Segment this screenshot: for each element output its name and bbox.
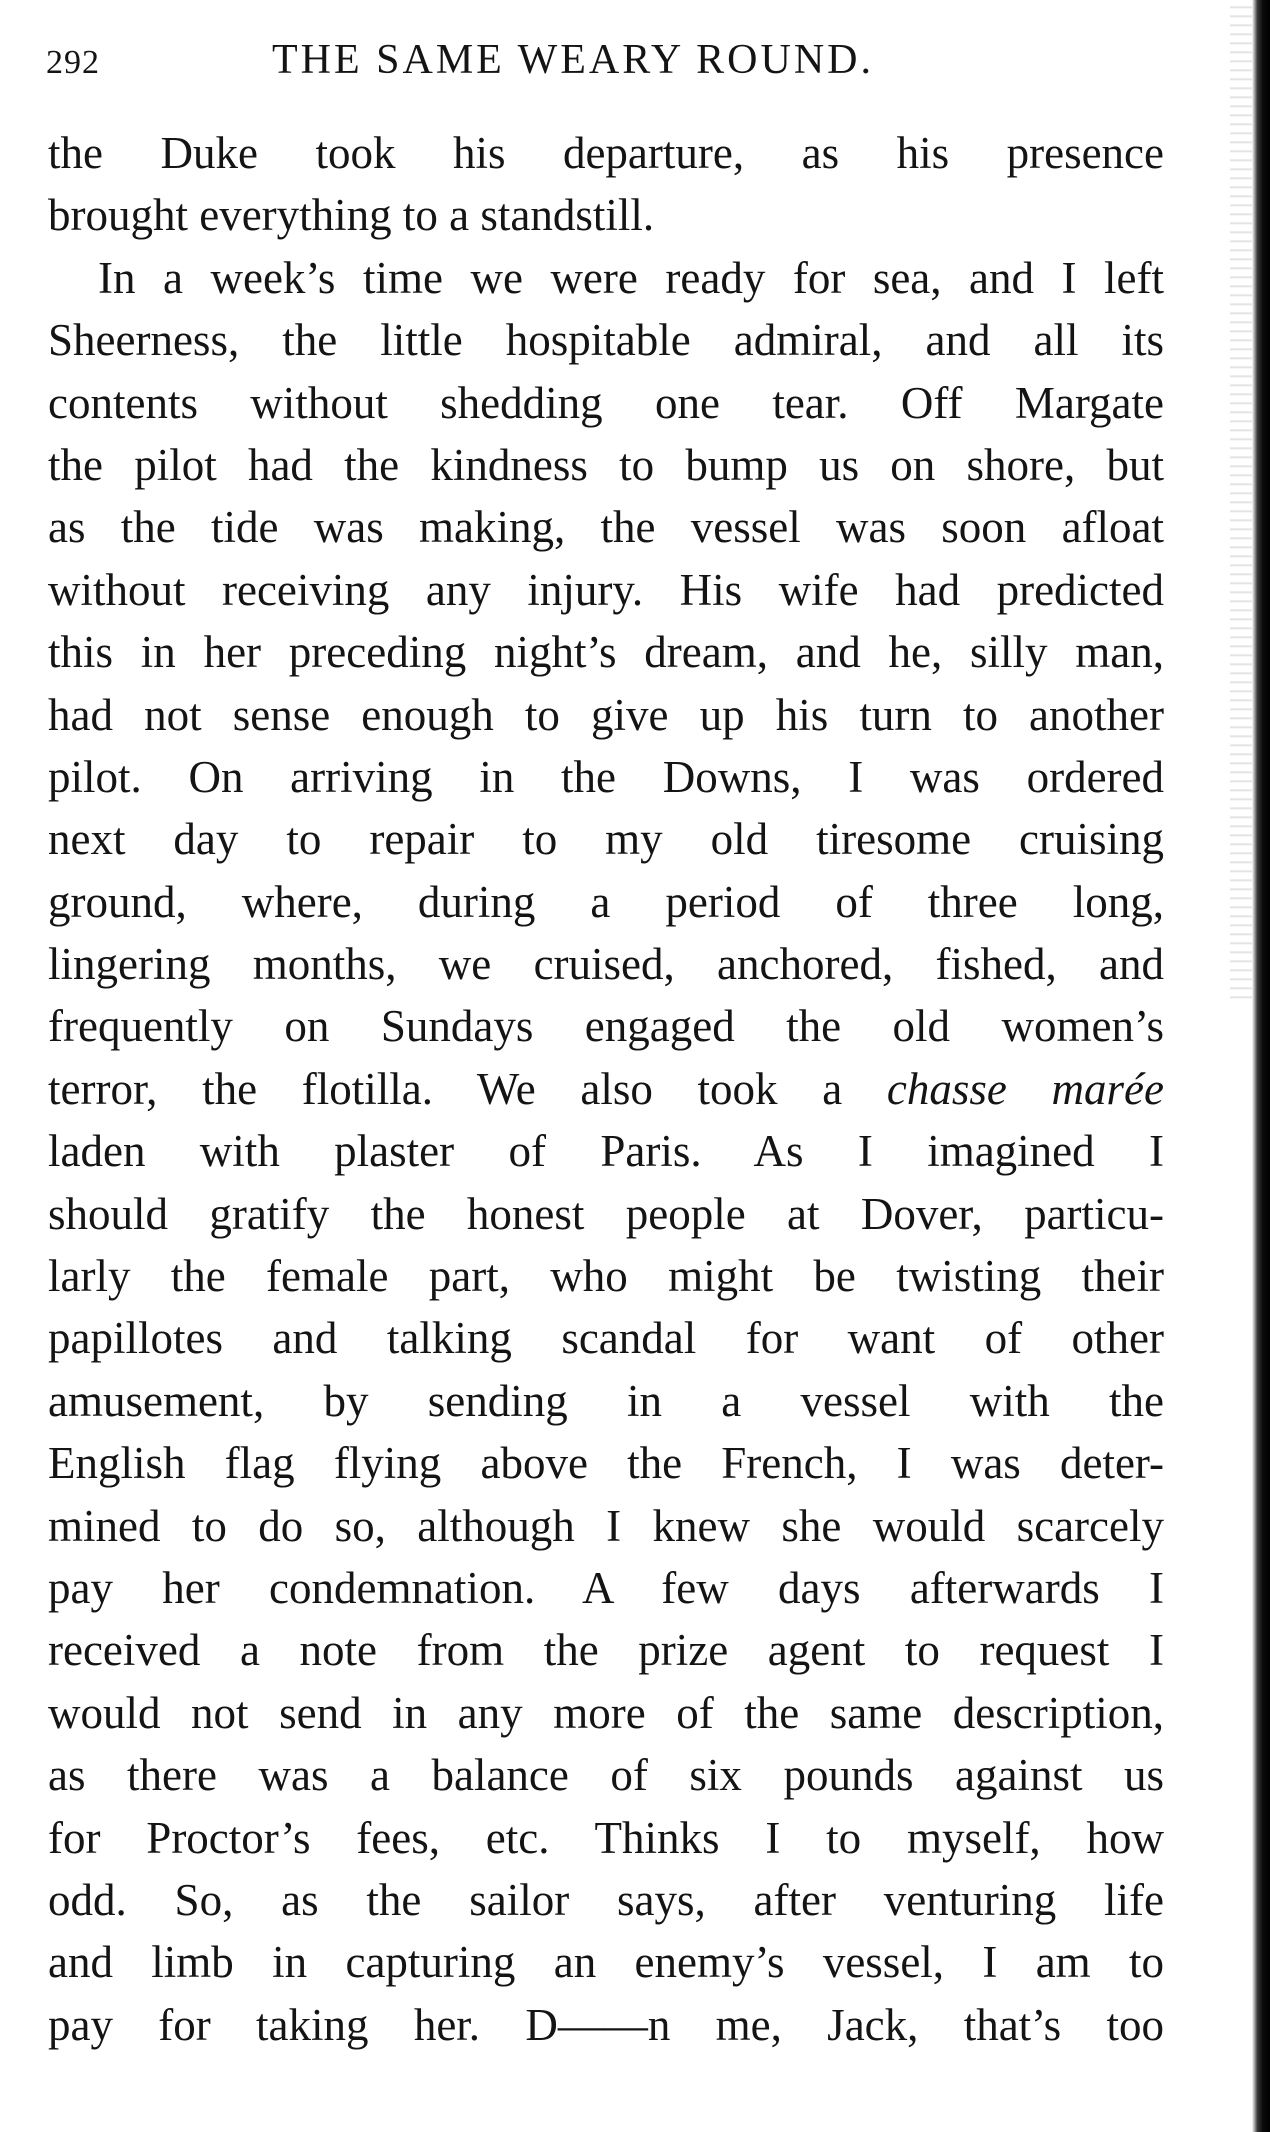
binding-shadow xyxy=(1230,0,1252,1000)
text-line: English flag flying above the French, I was deter- xyxy=(48,1438,1164,1489)
text-line: this in her preceding night’s dream, and he, silly man, xyxy=(48,627,1164,678)
text-line: as there was a balance of six pounds against us xyxy=(48,1750,1164,1801)
text-line: lingering months, we cruised, anchored, fished, and xyxy=(48,939,1164,990)
text-line: brought everything to a standstill. xyxy=(48,190,655,241)
text-line: ground, where, during a period of three long, xyxy=(48,876,1164,927)
italic-phrase: chasse marée xyxy=(886,1063,1164,1114)
body-text xyxy=(48,122,1164,2056)
text-line: the pilot had the kindness to bump us on shore, but xyxy=(48,439,1164,490)
text-line: the Duke took his departure, as his presence xyxy=(48,128,1164,178)
text-line: next day to repair to my old tiresome cruising xyxy=(48,814,1164,865)
text-line: and limb in capturing an enemy’s vessel, I am to xyxy=(48,1937,1164,1988)
text-line: papillotes and talking scandal for want of other xyxy=(48,1313,1164,1364)
running-title: THE SAME WEARY ROUND. xyxy=(272,37,875,83)
text-line: larly the female part, who might be twisting their xyxy=(48,1251,1164,1302)
text-line: had not sense enough to give up his turn to another xyxy=(48,689,1164,740)
text-line: contents without shedding one tear. Off Margate xyxy=(48,377,1164,428)
text-line: amusement, by sending in a vessel with the xyxy=(48,1375,1164,1426)
binding-edge xyxy=(1252,0,1270,2132)
text-line: In a week’s time we were ready for sea, and I left xyxy=(98,252,1164,303)
running-head xyxy=(46,36,1166,96)
text-line: would not send in any more of the same description, xyxy=(48,1687,1164,1738)
text-line: for Proctor’s fees, etc. Thinks I to myself, how xyxy=(48,1812,1164,1863)
text-line: should gratify the honest people at Dover, particu- xyxy=(48,1188,1164,1239)
text-line-with-italic xyxy=(48,1058,1164,1120)
text-line: pilot. On arriving in the Downs, I was ordered xyxy=(48,751,1164,802)
text-line: pay her condemnation. A few days afterwards I xyxy=(48,1562,1164,1613)
text-line: received a note from the prize agent to request I xyxy=(48,1625,1164,1676)
text-line: without receiving any injury. His wife had predicted xyxy=(48,564,1164,615)
text-line: pay for taking her. D——n me, Jack, that’s too xyxy=(48,1999,1164,2050)
text-line: laden with plaster of Paris. As I imagined I xyxy=(48,1126,1164,1177)
page-number: 292 xyxy=(46,44,100,81)
text-line: Sheerness, the little hospitable admiral, and all its xyxy=(48,315,1164,366)
text-line: mined to do so, although I knew she would scarcely xyxy=(48,1500,1164,1551)
text-line: terror, the flotilla. We also took a xyxy=(48,1063,843,1114)
text-line: frequently on Sundays engaged the old women’s xyxy=(48,1001,1164,1052)
text-line: odd. So, as the sailor says, after venturing life xyxy=(48,1874,1164,1925)
text-line: as the tide was making, the vessel was soon afloat xyxy=(48,502,1164,553)
